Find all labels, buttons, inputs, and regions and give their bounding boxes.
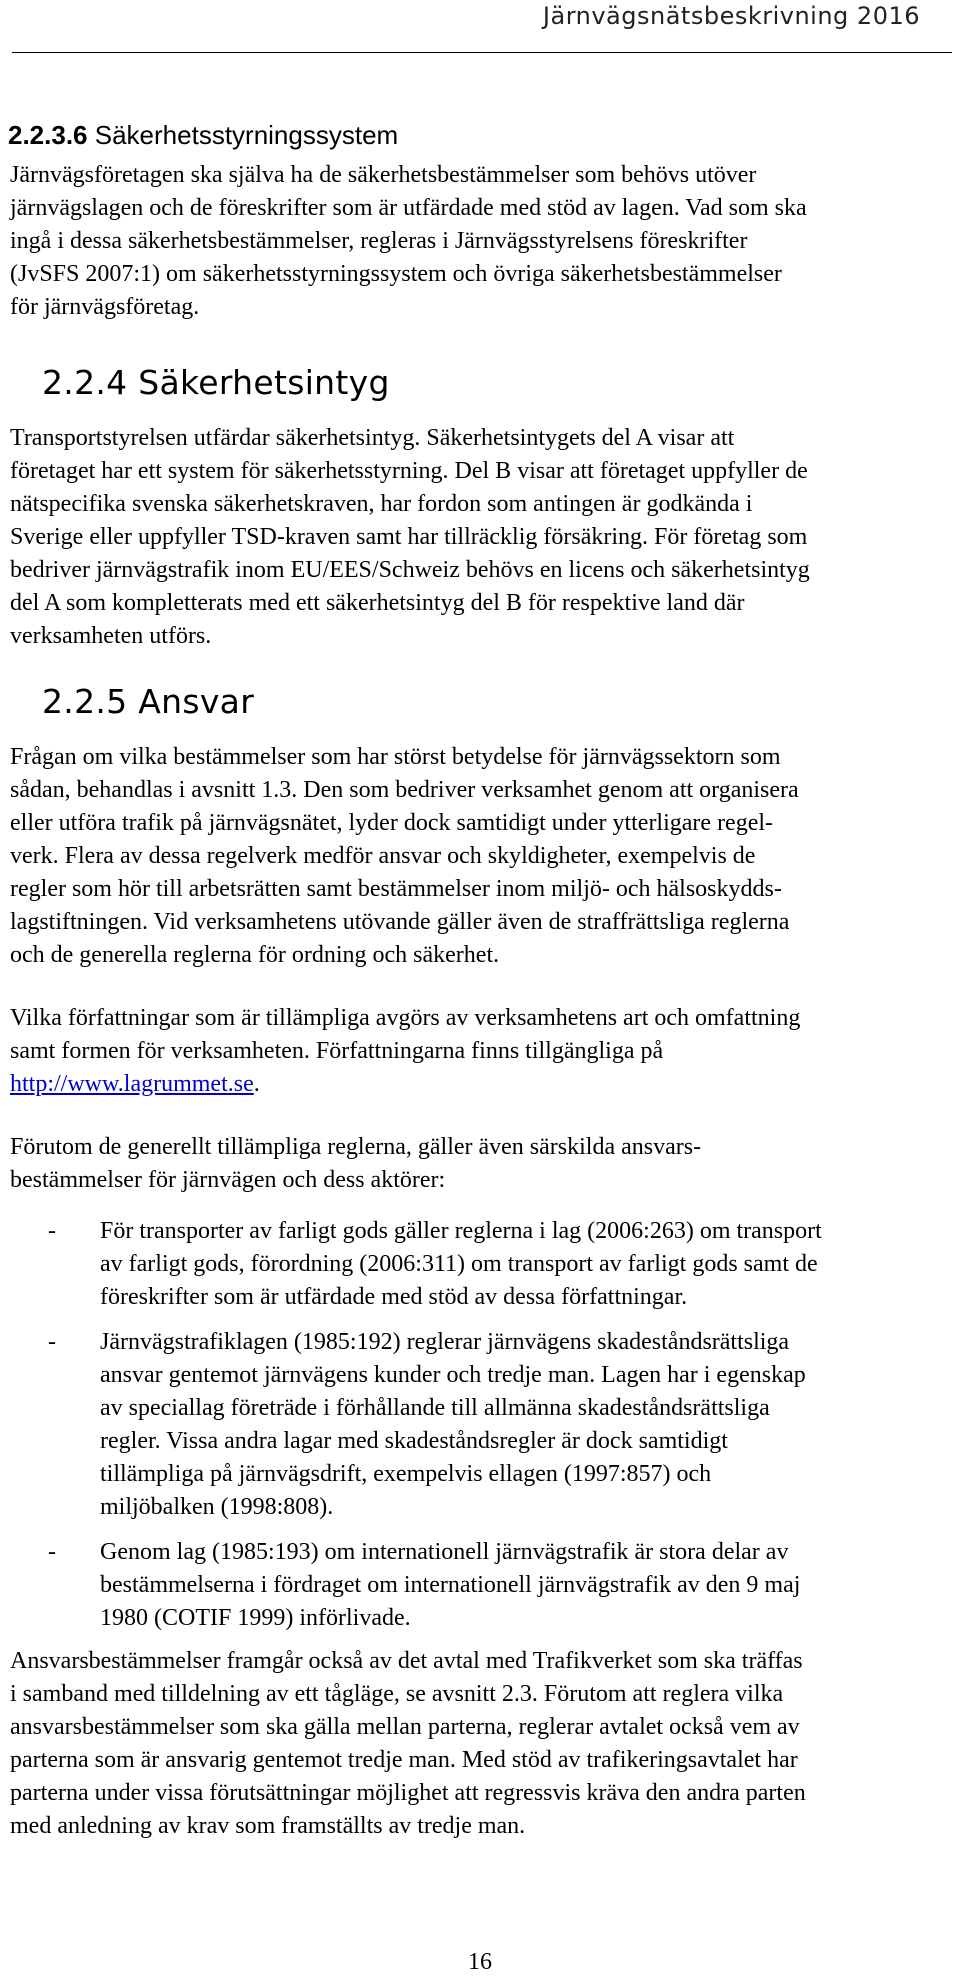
- paragraph-responsibility-2: [10, 1002, 955, 1101]
- text-line: företaget har ett system för säkerhetsstyrning. Del B visar att företaget uppfyller de: [10, 458, 808, 484]
- section-heading-224: 2.2.4 Säkerhetsintyg: [42, 363, 390, 402]
- text-line-link: [10, 1068, 955, 1101]
- text-line: Järnvägsföretagen ska själva ha de säkerhetsbestämmelser som behövs utöver: [10, 162, 757, 188]
- text-line: för järnvägsföretag.: [10, 294, 200, 320]
- text-line: och de generella reglerna för ordning och säkerhet.: [10, 942, 500, 968]
- text-line: regler som hör till arbetsrätten samt bestämmelser inom miljö- och hälsoskydds-: [10, 876, 782, 902]
- text-line: Järnvägstrafiklagen (1985:192) reglerar järnvägens skadeståndsrättsliga: [100, 1329, 790, 1355]
- section-heading-2236: [8, 119, 398, 151]
- text-line: regler. Vissa andra lagar med skadeståndsregler är dock samtidigt: [100, 1428, 728, 1454]
- text-line: del A som kompletterats med ett säkerhetsintyg del B för respektive land där: [10, 590, 745, 616]
- section-heading-225: 2.2.5 Ansvar: [42, 682, 255, 721]
- text-line: bestämmelserna i fördraget om internationell järnvägstrafik av den 9 maj: [100, 1572, 801, 1598]
- paragraph-responsibility-3: [10, 1131, 955, 1197]
- text-line: med anledning av krav som framställts av tredje man.: [10, 1813, 526, 1839]
- text-line: Transportstyrelsen utfärdar säkerhetsintyg. Säkerhetsintygets del A visar att: [10, 425, 735, 451]
- bullet-item: [100, 1326, 955, 1524]
- text-line: Vilka författningar som är tillämpliga avgörs av verksamhetens art och omfattning: [10, 1005, 801, 1031]
- bullet-marker: -: [48, 1329, 56, 1355]
- text-line: av speciallag företräde i förhållande till allmänna skadeståndsrättsliga: [100, 1395, 770, 1421]
- text-line: ansvar gentemot järnvägens kunder och tredje man. Lagen har i egenskap: [100, 1362, 806, 1388]
- paragraph-responsibility-4: [10, 1645, 955, 1843]
- text-line: bestämmelser för järnvägen och dess aktörer:: [10, 1167, 446, 1193]
- bullet-marker: -: [48, 1218, 56, 1244]
- text-line: 1980 (COTIF 1999) införlivade.: [100, 1605, 411, 1631]
- text-line: Sverige eller uppfyller TSD-kraven samt har tillräcklig försäkring. För företag som: [10, 524, 808, 550]
- text-line: Ansvarsbestämmelser framgår också av det avtal med Trafikverket som ska träffas: [10, 1648, 803, 1674]
- text-line: parterna under vissa förutsättningar möjlighet att regressvis kräva den andra parten: [10, 1780, 806, 1806]
- page-number: 16: [468, 1949, 492, 1975]
- text-line: verksamheten utförs.: [10, 623, 212, 649]
- running-header: Järnvägsnätsbeskrivning 2016: [542, 2, 920, 30]
- text-line: verk. Flera av dessa regelverk medför ansvar och skyldigheter, exempelvis de: [10, 843, 756, 869]
- text-line: Förutom de generellt tillämpliga reglerna, gäller även särskilda ansvars-: [10, 1134, 702, 1160]
- text-line: lagstiftningen. Vid verksamhetens utövande gäller även de straffrättsliga reglerna: [10, 909, 790, 935]
- text-line: ansvarsbestämmelser som ska gälla mellan parterna, reglerar avtalet också vem av: [10, 1714, 800, 1740]
- lagrummet-link[interactable]: http://www.lagrummet.se: [10, 1071, 254, 1097]
- section-title: Säkerhetsstyrningssystem: [94, 120, 399, 150]
- text-line: miljöbalken (1998:808).: [100, 1494, 334, 1520]
- paragraph-safety-management: [10, 159, 955, 324]
- text-line: i samband med tilldelning av ett tågläge, se avsnitt 2.3. Förutom att reglera vilka: [10, 1681, 784, 1707]
- bullet-item: [100, 1536, 955, 1635]
- link-suffix: .: [253, 1071, 260, 1097]
- text-line: tillämpliga på järnvägsdrift, exempelvis ellagen (1997:857) och: [100, 1461, 712, 1487]
- text-line: (JvSFS 2007:1) om säkerhetsstyrningssystem och övriga säkerhetsbestämmelser: [10, 261, 782, 287]
- text-line: För transporter av farligt gods gäller reglerna i lag (2006:263) om transport: [100, 1218, 822, 1244]
- text-line: sådan, behandlas i avsnitt 1.3. Den som bedriver verksamhet genom att organisera: [10, 777, 799, 803]
- section-number: 2.2.3.6: [8, 120, 88, 150]
- text-line: av farligt gods, förordning (2006:311) om transport av farligt gods samt de: [100, 1251, 818, 1277]
- text-line: järnvägslagen och de föreskrifter som är utfärdade med stöd av lagen. Vad som ska: [10, 195, 807, 221]
- text-line: föreskrifter som är utfärdade med stöd av dessa författningar.: [100, 1284, 688, 1310]
- text-line: eller utföra trafik på järnvägsnätet, lyder dock samtidigt under ytterligare regel-: [10, 810, 774, 836]
- text-line: ingå i dessa säkerhetsbestämmelser, regleras i Järnvägsstyrelsens föreskrifter: [10, 228, 748, 254]
- text-line: nätspecifika svenska säkerhetskraven, har fordon som antingen är godkända i: [10, 491, 753, 517]
- bullet-marker: -: [48, 1539, 56, 1565]
- text-line: samt formen för verksamheten. Författningarna finns tillgängliga på: [10, 1038, 664, 1064]
- text-line: Frågan om vilka bestämmelser som har störst betydelse för järnvägssektorn som: [10, 744, 781, 770]
- bullet-item: [100, 1215, 955, 1314]
- paragraph-responsibility-1: [10, 741, 955, 972]
- text-line: Genom lag (1985:193) om internationell järnvägstrafik är stora delar av: [100, 1539, 789, 1565]
- header-rule: [12, 52, 952, 53]
- paragraph-safety-certificate: [10, 422, 955, 653]
- text-line: bedriver järnvägstrafik inom EU/EES/Schweiz behövs en licens och säkerhetsintyg: [10, 557, 810, 583]
- text-line: parterna som är ansvarig gentemot tredje man. Med stöd av trafikeringsavtalet har: [10, 1747, 798, 1773]
